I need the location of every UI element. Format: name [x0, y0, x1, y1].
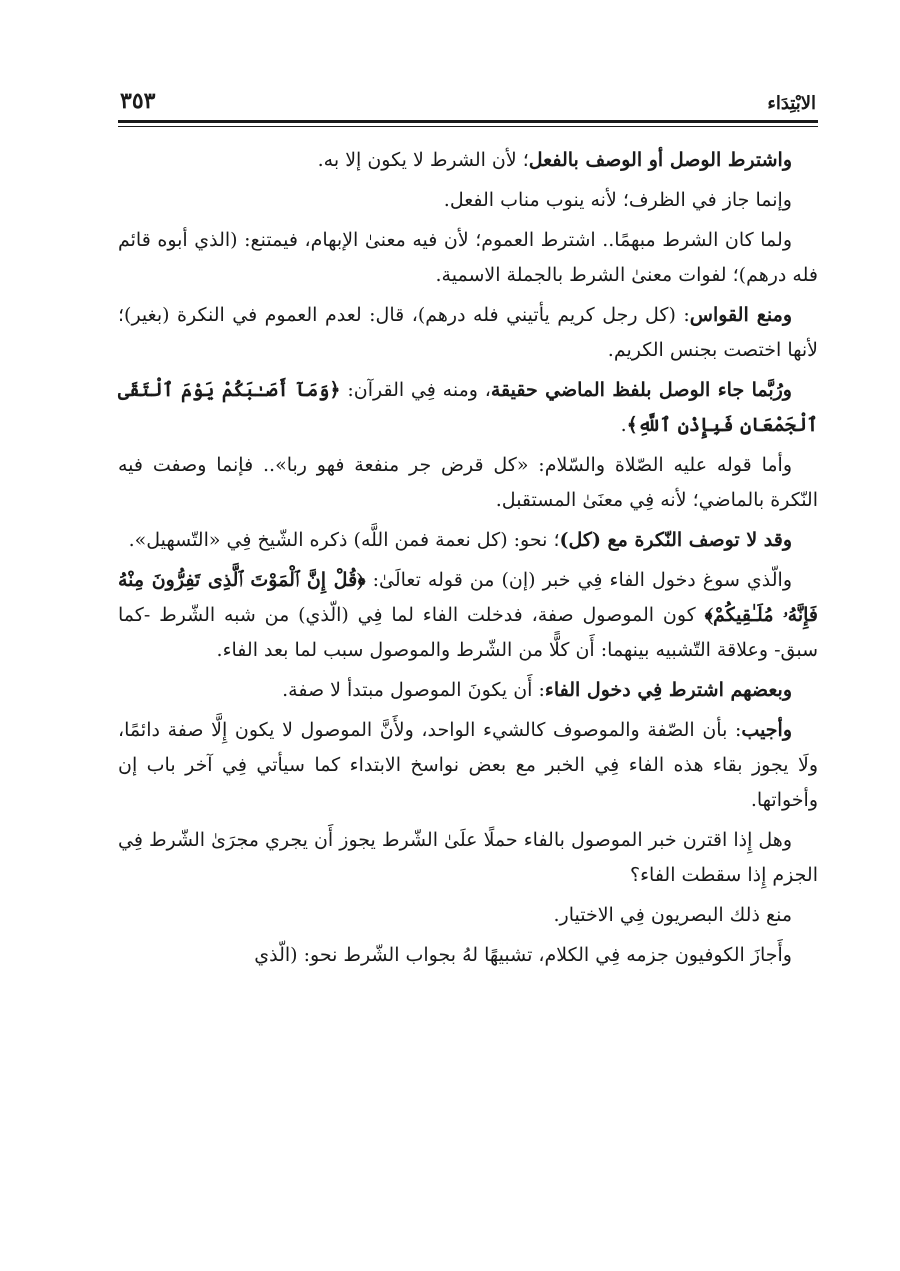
paragraph-8 [118, 563, 818, 668]
paragraph-text: ؛ لأن الشرط لا يكون إلا به. [317, 149, 529, 171]
paragraph-tail: كون الموصول صفة، فدخلت الفاء لما فِي (الّذي) من شبه الشّرط -كما سبق- وعلاقة التّشبيه بينهما: أَن كلًّا من الشّرط والموصول سبب لما بعد الفاء. [118, 604, 818, 661]
paragraph-4 [118, 298, 818, 368]
paragraph-lead: وأجيب [741, 719, 792, 741]
paragraph-3 [118, 223, 818, 293]
paragraph-12 [118, 898, 818, 933]
paragraph-10 [118, 713, 818, 818]
page-number: ٣٥٣ [120, 88, 156, 114]
paragraph-lead: ورُبَّما جاء الوصل بلفظ الماضي حقيقة [490, 379, 792, 401]
paragraph-text: ؛ نحو: (كل نعمة فمن اللَّه) ذكره الشّيخ فِي «التّسهيل». [128, 529, 560, 551]
paragraph-lead: واشترط الوصل أو الوصف بالفعل [528, 149, 792, 171]
paragraph-text: وهل إِذا اقترن خبر الموصول بالفاء حملًا علَىٰ الشّرط يجوز أَن يجري مجرَىٰ الشّرط فِي الجزم إِذا سقطت الفاء؟ [118, 829, 818, 886]
paragraph-6 [118, 448, 818, 518]
page-header [118, 78, 818, 114]
paragraph-1 [118, 143, 818, 178]
paragraph-tail: . [620, 414, 627, 436]
paragraph-lead: وقد لا توصف النّكرة مع (كل) [559, 529, 792, 551]
quran-verse: ﴿وَمَآ أَصَـٰبَكُمْ يَوْمَ ٱلْتَقَى ٱلْجَمْعَانِ فَبِإِذْنِ ٱللَّهِ﴾ [118, 379, 818, 436]
paragraph-2 [118, 183, 818, 218]
paragraph-5 [118, 373, 818, 443]
paragraph-lead: ومنع القواس [689, 304, 792, 326]
paragraph-text: والّذي سوغ دخول الفاء فِي خبر (إن) من قوله تعالَىٰ: [365, 569, 792, 591]
running-title: الابْتِدَاء [767, 93, 816, 114]
paragraph-text: : بأن الصّفة والموصوف كالشيء الواحد، ولأَنَّ الموصول لا يكون إِلَّا صفة دائمًا، ولَا يجوز بقاء هذه الفاء فِي الخبر مع بعض نواسخ الابتداء كما سيأتي فِي آخر باب إن وأخواتها. [118, 719, 818, 811]
paragraph-text: وأما قوله عليه الصّلاة والسّلام: «كل قرض جر منفعة فهو ربا».. فإنما وصفت فيه النّكرة بالماضي؛ لأنه فِي معنَىٰ المستقبل. [118, 454, 818, 511]
header-rule-thin [118, 126, 818, 127]
paragraph-text: وأَجازَ الكوفيون جزمه فِي الكلام، تشبيهًا لهُ بجواب الشّرط نحو: (الّذي [254, 944, 792, 966]
paragraph-text: وإنما جاز في الظرف؛ لأنه ينوب مناب الفعل. [443, 189, 792, 211]
paragraph-text: : أَن يكونَ الموصول مبتدأ لا صفة. [282, 679, 545, 701]
paragraph-text: : (كل رجل كريم يأتيني فله درهم)، قال: لعدم العموم في النكرة (بغير)؛ لأنها اختصت بجنس الكريم. [118, 304, 818, 361]
paragraph-lead: وبعضهم اشترط فِي دخول الفاء [544, 679, 792, 701]
header-rule-thick [118, 120, 818, 123]
paragraph-text: ، ومنه فِي القرآن: [340, 379, 491, 401]
paragraph-9 [118, 673, 818, 708]
paragraph-13 [118, 938, 818, 973]
paragraph-7 [118, 523, 818, 558]
paragraph-text: منع ذلك البصريون فِي الاختيار. [553, 904, 792, 926]
document-page [118, 78, 818, 978]
quran-verse: ﴿قُلْ إِنَّ ٱلْمَوْتَ ٱلَّذِى تَفِرُّونَ مِنْهُ فَإِنَّهُۥ مُلَـٰقِيكُمْ﴾ [118, 569, 818, 626]
paragraph-text: ولما كان الشرط مبهمًا.. اشترط العموم؛ لأن فيه معنىٰ الإبهام، فيمتنع: (الذي أبوه قائم فله درهم)؛ لفوات معنىٰ الشرط بالجملة الاسمية. [118, 229, 818, 286]
paragraph-11 [118, 823, 818, 893]
body-text [118, 143, 818, 973]
